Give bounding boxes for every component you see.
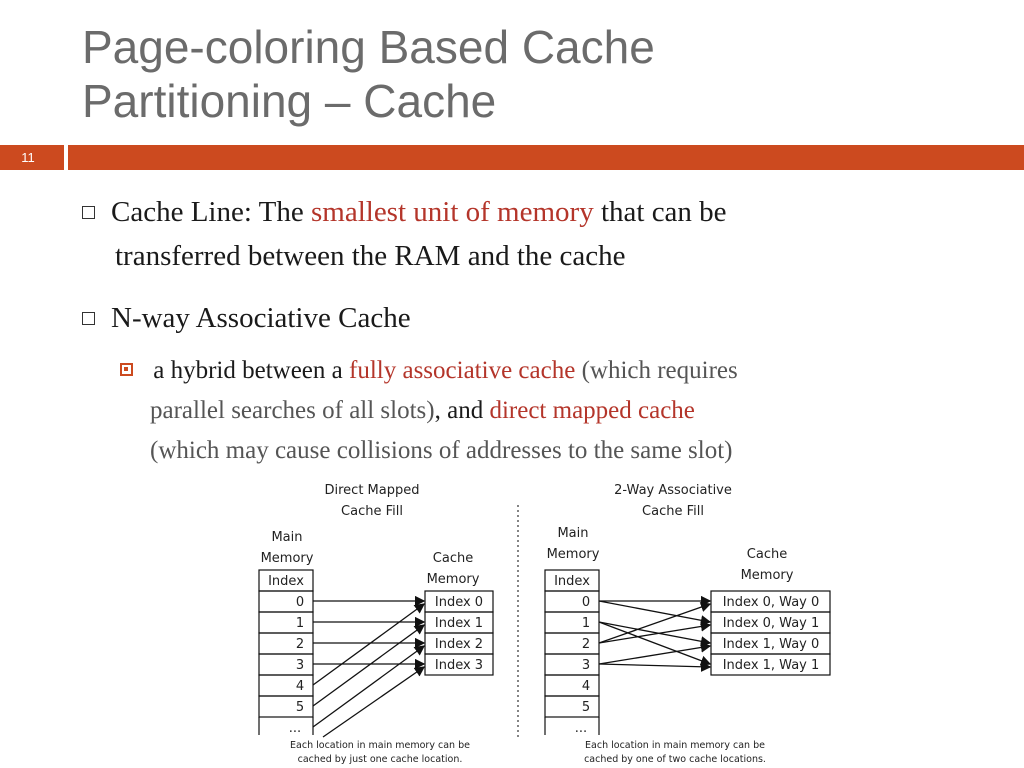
sub-bullet-hybrid xyxy=(120,351,980,471)
left-main-row-2: 2 xyxy=(295,637,305,652)
bullet-text: , and xyxy=(434,397,490,424)
left-main-memory-label-1: Main xyxy=(271,530,303,545)
right-index-header: Index xyxy=(554,574,590,589)
bullet-text: a hybrid between a xyxy=(147,357,350,384)
right-main-memory-label-1: Main xyxy=(557,526,589,541)
right-main-memory-label-2: Memory xyxy=(546,547,600,562)
bullet-text: N-way Associative Cache xyxy=(111,302,411,334)
bullet-cache-line xyxy=(82,190,982,278)
left-main-memory-table xyxy=(259,570,313,735)
right-main-ellipsis: ... xyxy=(574,721,588,736)
right-main-row-2: 2 xyxy=(581,637,591,652)
slide-number: 11 xyxy=(21,150,35,165)
left-main-memory-label-2: Memory xyxy=(260,551,314,566)
right-cache-memory-label-2: Memory xyxy=(740,568,794,583)
right-cache-row-1: Index 0, Way 1 xyxy=(722,616,820,631)
right-title-2: Cache Fill xyxy=(642,504,704,519)
left-main-row-0: 0 xyxy=(295,595,305,610)
bullet-text: Cache Line: The xyxy=(111,196,311,228)
title-divider-bar xyxy=(68,145,1024,170)
highlight-text: direct mapped cache xyxy=(489,397,695,424)
right-main-row-1: 1 xyxy=(581,616,591,631)
right-main-row-3: 3 xyxy=(581,658,591,673)
right-cache-row-3: Index 1, Way 1 xyxy=(722,658,820,673)
left-main-row-1: 1 xyxy=(295,616,305,631)
left-caption-2: cached by just one cache location. xyxy=(297,754,463,765)
right-cache-row-0: Index 0, Way 0 xyxy=(722,595,820,610)
right-main-memory-table xyxy=(545,570,599,735)
left-main-ellipsis: ... xyxy=(288,721,302,736)
right-title-1: 2-Way Associative xyxy=(614,483,732,498)
bullet-square-icon xyxy=(82,206,95,219)
bullet-square-icon xyxy=(82,312,95,325)
left-cache-memory-label-1: Cache xyxy=(432,551,474,566)
slide-title xyxy=(82,20,982,128)
right-caption-2: cached by one of two cache locations. xyxy=(584,754,766,765)
left-cache-row-2: Index 2 xyxy=(434,637,484,652)
sub-bullet-square-icon xyxy=(120,363,133,376)
note-text-line-3: (which may cause collisions of addresses to the same slot) xyxy=(150,437,733,464)
right-main-row-4: 4 xyxy=(581,679,591,694)
note-text: (which requires xyxy=(575,357,738,384)
left-cache-memory-label-2: Memory xyxy=(426,572,480,587)
right-cache-row-2: Index 1, Way 0 xyxy=(722,637,820,652)
right-main-row-0: 0 xyxy=(581,595,591,610)
left-title-2: Cache Fill xyxy=(341,504,403,519)
highlight-text: fully associative cache xyxy=(349,357,576,384)
left-cache-row-0: Index 0 xyxy=(434,595,484,610)
left-main-row-5: 5 xyxy=(295,700,305,715)
left-title-1: Direct Mapped xyxy=(324,483,420,498)
left-cache-row-1: Index 1 xyxy=(434,616,484,631)
right-main-row-5: 5 xyxy=(581,700,591,715)
cache-fill-diagram xyxy=(235,477,845,767)
bullet-text-line-2: transferred between the RAM and the cache xyxy=(115,240,626,272)
highlight-text: smallest unit of memory xyxy=(310,196,594,228)
note-text: parallel searches of all slots) xyxy=(150,397,435,424)
left-cache-row-3: Index 3 xyxy=(434,658,484,673)
left-main-row-3: 3 xyxy=(295,658,305,673)
title-line-1: Page-coloring Based Cache xyxy=(82,21,655,73)
right-cache-memory-label-1: Cache xyxy=(746,547,788,562)
left-mapping-arrows xyxy=(313,601,424,737)
right-mapping-arrows xyxy=(599,601,710,667)
left-main-row-4: 4 xyxy=(295,679,305,694)
right-caption-1: Each location in main memory can be xyxy=(585,740,765,751)
bullet-text: that can be xyxy=(593,196,727,228)
left-caption-1: Each location in main memory can be xyxy=(290,740,470,751)
bullet-n-way xyxy=(82,296,982,340)
title-line-2: Partitioning – Cache xyxy=(82,75,497,127)
left-index-header: Index xyxy=(268,574,304,589)
